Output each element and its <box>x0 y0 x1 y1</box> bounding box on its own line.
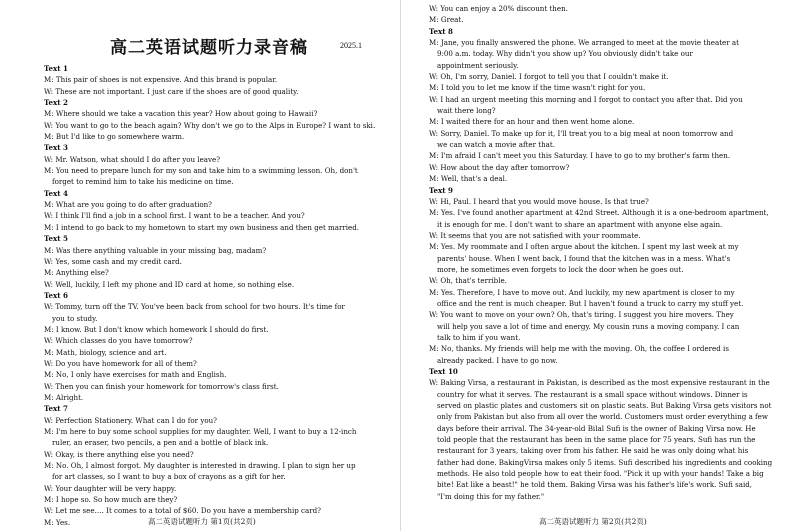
transcript-line: M: Where should we take a vacation this year? How about going to Hawaii? <box>44 109 318 119</box>
transcript-line: W: Oh, I'm sorry, Daniel. I forgot to tell you that I couldn't make it. <box>429 72 669 82</box>
transcript-line: M: Was there anything valuable in your missing bag, madam? <box>44 245 267 255</box>
transcript-line: forget to remind him to take his medicine on time. <box>52 177 234 187</box>
transcript-line: M: You need to prepare lunch for my son and take him to a swimming lesson. Oh, don't <box>44 166 358 176</box>
document-date: 2025.1 <box>340 41 362 50</box>
transcript-line: W: Oh, that's terrible. <box>429 276 507 286</box>
transcript-line: M: This pair of shoes is not expensive. And this brand is popular. <box>44 75 278 85</box>
transcript-line: M: Yes. My roommate and I often argue about the kitchen. I spent my last week at my <box>429 242 739 252</box>
transcript-line: M: Jane, you finally answered the phone. We arranged to meet at the movie theater at <box>429 38 739 48</box>
transcript-line: W: Do you have homework for all of them? <box>44 358 197 368</box>
transcript-line: M: Well, that's a deal. <box>429 174 508 184</box>
transcript-line: W: Hi, Paul. I heard that you would move house. Is that true? <box>429 196 649 206</box>
transcript-line: W: You want to move on your own? Oh, that's tiring. I suggest you hire movers. They <box>429 310 734 320</box>
transcript-line: already packed. I have to go now. <box>437 355 558 365</box>
transcript-line: M: I intend to go back to my hometown to start my own business and then get married. <box>44 222 360 232</box>
transcript-line: it is enough for me. I don't want to share an apartment with anyone else again. <box>437 219 723 229</box>
transcript-line: bite! Eat like a beast!" he told them. Baking Virsa was his father's life's work. Sufi said, <box>437 480 753 490</box>
transcript-line: W: Sorry, Daniel. To make up for it, I'll treat you to a big meal at noon tomorrow and <box>429 128 734 138</box>
transcript-line: W: I think I'll find a job in a school first. I want to be a teacher. And you? <box>44 211 305 221</box>
transcript-line: W: You want to go to the beach again? Why don't we go to the Alps in Europe? I want to ski. <box>44 120 376 130</box>
transcript-line: M: No, thanks. My friends will help me with the moving. Oh, the coffee I ordered is <box>429 344 729 354</box>
transcript-line: M: I waited there for an hour and then went home alone. <box>429 117 635 127</box>
transcript-line: W: Okay, is there anything else you need? <box>44 449 194 459</box>
transcript-line: M: No, I only have exercises for math and English. <box>44 370 227 380</box>
section-heading: Text 9 <box>429 185 453 195</box>
transcript-line: M: Alright. <box>44 392 84 402</box>
transcript-line: talk to him if you want. <box>437 332 521 342</box>
transcript-line: W: Which classes do you have tomorrow? <box>44 336 193 346</box>
transcript-line: methods. He also told people how to eat their food. "Pick it up with your hands! Take a big <box>437 469 764 479</box>
transcript-line: we can watch a movie after that. <box>437 140 556 150</box>
transcript-line: "I'm doing this for my father." <box>437 491 545 501</box>
section-heading: Text 10 <box>429 367 458 376</box>
section-heading: Text 5 <box>44 234 68 244</box>
transcript-line: M: No. Oh, I almost forgot. My daughter is interested in drawing. I plan to sign her up <box>44 461 356 471</box>
page-2 <box>400 0 800 531</box>
transcript-line: W: Mr. Watson, what should I do after you leave? <box>44 154 221 164</box>
transcript-line: M: Anything else? <box>44 268 109 278</box>
page-1-footer: 高二英语试题听力 第1页(共2页) <box>148 517 256 526</box>
transcript-line: for art classes, so I want to buy a box of crayons as a gift for her. <box>52 472 286 482</box>
transcript-line: M: I told you to let me know if the time wasn't right for you. <box>429 83 646 93</box>
section-heading: Text 8 <box>429 26 453 36</box>
transcript-line: W: Well, luckily, I left my phone and ID card at home, so nothing else. <box>44 279 295 289</box>
transcript-line: W: How about the day after tomorrow? <box>429 162 570 172</box>
section-heading: Text 2 <box>44 98 68 108</box>
transcript-line: served on plastic plates and customers sit on plastic seats. But Baking Virsa gets visitors not <box>437 401 772 411</box>
transcript-line: W: It seems that you are not satisfied with your roommate. <box>429 230 641 240</box>
transcript-line: appointment seriously. <box>437 60 519 70</box>
page-2-transcript <box>429 3 792 502</box>
transcript-line: M: I know. But I don't know which homework I should do first. <box>44 324 269 334</box>
page-2-footer: 高二英语试题听力 第2页(共2页) <box>539 517 647 526</box>
transcript-line: days before their arrival. The 34-year-old Bilal Sufi is the owner of Baking Virsa now. He <box>437 423 756 433</box>
transcript-line: M: I'm afraid I can't meet you this Saturday. I have to go to my brother's farm then. <box>429 151 731 161</box>
section-heading: Text 4 <box>44 188 68 198</box>
transcript-line: W: Your daughter will be very happy. <box>44 483 177 493</box>
transcript-line: M: Yes. I've found another apartment at 42nd Street. Although it is a one-bedroom apartment, <box>429 208 769 218</box>
transcript-line: wait there long? <box>437 106 496 116</box>
transcript-line: ruler, an eraser, two pencils, a pen and a bottle of black ink. <box>52 438 269 448</box>
transcript-line: M: Yes. Therefore, I have to move out. And luckily, my new apartment is closer to my <box>429 287 735 297</box>
transcript-line: W: I had an urgent meeting this morning and I forgot to contact you after that. Did you <box>429 94 743 104</box>
transcript-line: 9:00 a.m. today. Why didn't you show up? You obviously didn't take our <box>437 49 693 59</box>
section-heading: Text 6 <box>44 290 68 300</box>
transcript-line: M: Yes. <box>44 517 71 527</box>
transcript-line: you to study. <box>52 313 98 323</box>
transcript-line: M: Great. <box>429 15 464 25</box>
transcript-line: will help you save a lot of time and energy. My cousin runs a moving company. I can <box>437 321 740 331</box>
section-heading: Text 1 <box>44 64 68 73</box>
document-title: 高二英语试题听力录音稿 <box>110 38 308 58</box>
transcript-line: W: These are not important. I just care if the shoes are of good quality. <box>44 86 299 96</box>
transcript-line: W: Baking Virsa, a restaurant in Pakistan, is described as the most expensive restaurant in the <box>429 378 770 388</box>
transcript-line: W: Then you can finish your homework for tomorrow's class first. <box>44 381 279 391</box>
transcript-line: W: Yes, some cash and my credit card. <box>44 256 182 266</box>
transcript-line: only from Pakistan but also from all over the world. Customers must order everything a few <box>437 412 768 422</box>
transcript-line: M: But I'd like to go somewhere warm. <box>44 132 185 142</box>
transcript-line: W: Let me see…. It comes to a total of $60. Do you have a membership card? <box>44 506 321 516</box>
transcript-line: W: You can enjoy a 20% discount then. <box>429 4 568 13</box>
page-1-transcript <box>44 63 394 528</box>
transcript-line: told people that the restaurant has been in the same place for 75 years. Sufi has run the <box>437 435 756 445</box>
transcript-line: M: I hope so. So how much are they? <box>44 495 178 505</box>
transcript-line: office and the rent is much cheaper. But I haven't found a truck to carry my stuff yet. <box>437 298 744 308</box>
transcript-line: M: I'm here to buy some school supplies for my daughter. Well, I want to buy a 12-inch <box>44 427 357 436</box>
transcript-line: more, he sometimes even forgets to lock the door when he goes out. <box>437 264 684 274</box>
transcript-line: country for what it serves. The restaurant is a small space without windows. Dinner is <box>437 389 748 399</box>
section-heading: Text 7 <box>44 404 68 414</box>
transcript-line: parents' house. When I went back, I found that the kitchen was in a mess. What's <box>437 253 731 263</box>
transcript-line: W: Perfection Stationery. What can I do for you? <box>44 415 217 425</box>
transcript-line: W: Tommy, turn off the TV. You've been back from school for two hours. It's time for <box>44 302 345 312</box>
transcript-line: restaurant for 3 years, taking over from his father. He said he was only doing what his <box>437 446 749 456</box>
transcript-line: M: Math, biology, science and art. <box>44 347 167 357</box>
section-heading: Text 3 <box>44 143 68 153</box>
transcript-line: M: What are you going to do after graduation? <box>44 200 212 210</box>
transcript-line: father had done. BakingVirsa makes only 5 items. Sufi described his ingredients and cooking <box>437 457 773 467</box>
